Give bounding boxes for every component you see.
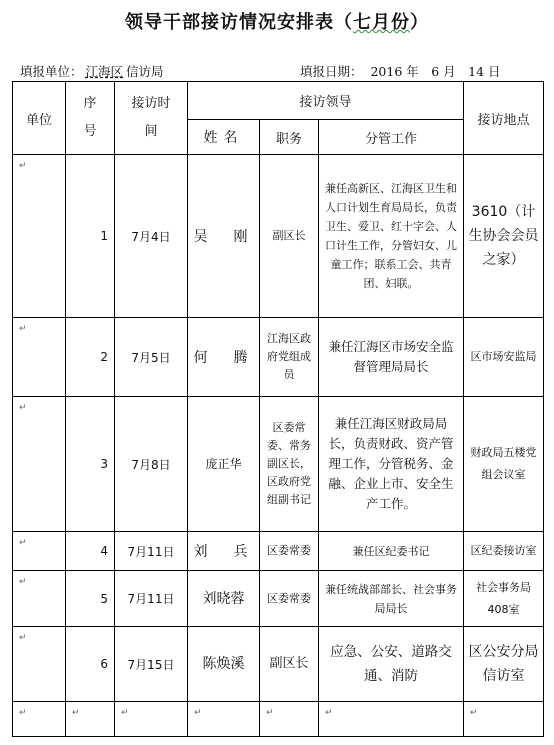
name-cell: 刘晓蓉 [188,571,260,627]
location-cell: 区纪委接访室 [464,532,544,571]
responsibility-cell: 兼任江海区市场安全监督管理局局长 [319,318,464,397]
seq-cell: 1 [66,155,115,318]
name-cell: 何 腾 [188,318,260,397]
name-cell: 吴 刚 [188,155,260,318]
empty-cell: ↵ [13,702,66,737]
unit-info [20,62,164,80]
unit-value: 江海区 [85,64,124,79]
unit-cell: ↵ [13,571,66,627]
responsibility-cell: 兼任江海区财政局局长，负责财政、资产管理工作，分管税务、金融、企业上市、安全生产工作。 [319,397,464,532]
seq-cell: 2 [66,318,115,397]
seq-cell: 6 [66,627,115,702]
header-leader: 接访领导 [188,82,464,120]
position-cell: 区委常委 [260,571,319,627]
table-row [13,397,544,532]
empty-cell: ↵ [115,702,188,737]
unit-label: 填报单位： [20,64,83,79]
empty-cell: ↵ [464,702,544,737]
responsibility-cell: 兼任区纪委书记 [319,532,464,571]
date-value: 2016 年 6 月 14 日 [370,64,501,79]
unit-cell: ↵ [13,318,66,397]
table-row [13,627,544,702]
header-unit: 单位 [13,82,66,155]
date-cell: 7月11日 [115,532,188,571]
unit-dept: 信访局 [126,64,164,79]
location-cell: 区公安分局信访室 [464,627,544,702]
responsibility-cell: 兼任统战部部长、社会事务局局长 [319,571,464,627]
header-seq: 序 号 [66,82,115,155]
empty-cell: ↵ [260,702,319,737]
position-cell: 副区长 [260,627,319,702]
seq-cell: 3 [66,397,115,532]
name-cell: 陈焕溪 [188,627,260,702]
table-row [13,532,544,571]
header-row-1 [13,82,544,120]
location-cell: 财政局五楼党组会议室 [464,397,544,532]
name-cell: 刘 兵 [188,532,260,571]
position-cell: 区委常委 [260,532,319,571]
header-location: 接访地点 [464,82,544,155]
date-cell: 7月8日 [115,397,188,532]
schedule-table [12,81,544,737]
header-name: 姓名 [188,120,260,155]
header-time: 接访时 间 [115,82,188,155]
position-cell: 区委常委、常务副区长，区政府党组副书记 [260,397,319,532]
responsibility-cell: 兼任高新区、江海区卫生和人口计划生育局局长，负责卫生、爱卫、红十字会、人口计生工作，分管妇女、儿童工作；联系工会、共青团、妇联。 [319,155,464,318]
empty-cell: ↵ [319,702,464,737]
responsibility-cell: 应急、公安、道路交通、消防 [319,627,464,702]
unit-cell: ↵ [13,627,66,702]
unit-cell: ↵ [13,532,66,571]
empty-cell: ↵ [188,702,260,737]
seq-cell: 5 [66,571,115,627]
date-info [300,62,501,80]
name-cell: 庞正华 [188,397,260,532]
header-position: 职务 [260,120,319,155]
unit-cell: ↵ [13,397,66,532]
date-label: 填报日期： [300,64,363,79]
date-cell: 7月4日 [115,155,188,318]
table-row [13,571,544,627]
location-cell: 社会事务局408室 [464,571,544,627]
title-month: 七月份 [353,12,410,33]
table-row-empty [13,702,544,737]
title-end: ） [410,12,429,33]
date-cell: 7月5日 [115,318,188,397]
location-cell: 区市场安监局 [464,318,544,397]
location-cell: 3610（计生协会会员之家） [464,155,544,318]
header-responsibility: 分管工作 [319,120,464,155]
table-row [13,155,544,318]
page-title [0,8,554,34]
unit-cell: ↵ [13,155,66,318]
date-cell: 7月15日 [115,627,188,702]
table-row [13,318,544,397]
date-cell: 7月11日 [115,571,188,627]
position-cell: 副区长 [260,155,319,318]
position-cell: 江海区政府党组成员 [260,318,319,397]
title-main: 领导干部接访情况安排表（ [125,12,353,33]
seq-cell: 4 [66,532,115,571]
empty-cell: ↵ [66,702,115,737]
